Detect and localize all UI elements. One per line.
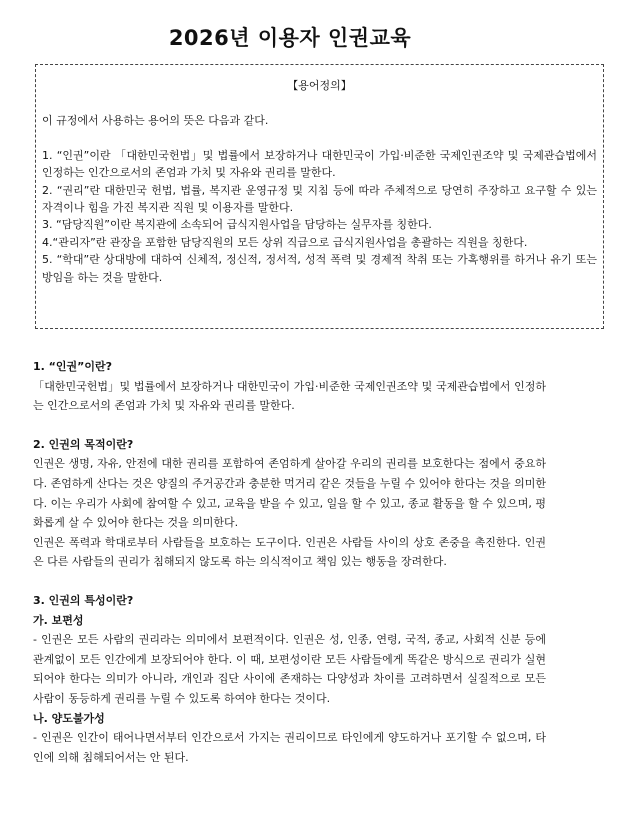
section-heading: 1. “인권”이란? bbox=[33, 360, 113, 373]
section-heading: 2. 인권의 목적이란? bbox=[33, 437, 134, 451]
section-heading: 3. 인권의 특성이란? bbox=[33, 593, 134, 607]
definition-item: 2. “권리”란 대한민국 헌법, 법률, 복지관 운영규정 및 지침 등에 따라 주체적으로 당연히 주장하고 요구할 수 있는 자격이나 힘을 가진 복지관 직원 및 이용자를 말한다. bbox=[42, 183, 597, 215]
section-text: 인권은 생명, 자유, 안전에 대한 권리를 포함하여 존엄하게 살아갈 우리의 권리를 보호한다는 점에서 중요하다. 존엄하게 산다는 것은 양질의 주거공간과 충분한 먹거리 같은 것들을 누릴 수 있어야 한다는 것을 의미한다. 이는 우리가 사회에 참여할 수 있고, 교육을 받을 수 있고, 일을 할 수 있고, 종교 활동을 할 수 있으며, 평화롭게 살 수 있어야 한다는 것을 의미한다. bbox=[33, 457, 546, 530]
definition-item: 3. “담당직원”이란 복지관에 소속되어 급식지원사업을 담당하는 실무자를 칭한다. bbox=[42, 218, 432, 232]
definition-item: 5. “학대”란 상대방에 대하여 신체적, 정신적, 정서적, 성적 폭력 및 경제적 착취 또는 가혹행위를 하거나 유기 또는 방임을 하는 것을 말한다. bbox=[42, 253, 597, 284]
subsection-heading: 나. 양도불가성 bbox=[33, 711, 105, 725]
section-text: 「대한민국헌법」및 법률에서 보장하거나 대한민국이 가입·비준한 국제인권조약 및 국제관습법에서 인정하는 인간으로서의 존엄과 가치 및 자유와 권리를 말한다. bbox=[33, 379, 546, 413]
definition-item: 4.“관리자”란 관장을 포함한 담당직원의 모든 상위 직급으로 급식지원사업을 총괄하는 직원을 칭한다. bbox=[42, 235, 528, 249]
document-body bbox=[33, 357, 546, 767]
definitions-intro: 이 규정에서 사용하는 용어의 뜻은 다음과 같다. bbox=[42, 114, 269, 128]
definitions-box bbox=[35, 64, 604, 329]
document-title: 2026년 이용자 인권교육 bbox=[168, 26, 412, 50]
subsection-heading: 가. 보편성 bbox=[33, 613, 84, 627]
section-text: 인권은 폭력과 학대로부터 사람들을 보호하는 도구이다. 인권은 사람들 사이의 상호 존중을 촉진한다. 인권은 다른 사람들의 권리가 침해되지 않도록 하는 의식적이고 책임 있는 행동을 장려한다. bbox=[33, 535, 546, 569]
definitions-heading: 【용어정의】 bbox=[287, 79, 352, 92]
definition-item: 1. “인권”이란 「대한민국헌법」및 법률에서 보장하거나 대한민국이 가입·비준한 국제인권조약 및 국제관습법에서 인정하는 인간으로서의 존엄과 가치 및 자유와 권리를 말한다. bbox=[42, 148, 597, 180]
section-text: - 인권은 모든 사람의 권리라는 의미에서 보편적이다. 인권은 성, 인종, 연령, 국적, 종교, 사회적 신분 등에 관계없이 모든 인간에게 보장되어야 한다. 이 때, 보편성이란 모든 사람들에게 똑같은 방식으로 권리가 실현되어야 한다는 의미가 아니라, 개인과 집단 사이에 존재하는 다양성과 차이를 고려하면서 실질적으로 모든 사람이 동등하게 권리를 누릴 수 있도록 하여야 한다는 것이다. bbox=[33, 633, 546, 705]
section-text: - 인권은 인간이 태어나면서부터 인간으로서 가지는 권리이므로 타인에게 양도하거나 포기할 수 없으며, 타인에 의해 침해되어서는 안 된다. bbox=[33, 731, 546, 764]
